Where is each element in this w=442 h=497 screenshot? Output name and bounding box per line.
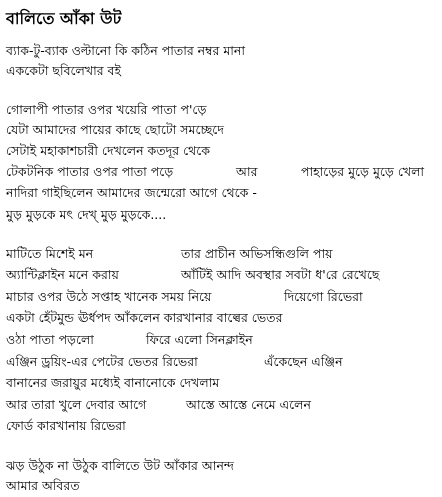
line-text: ওঠা পাতা পড়লো bbox=[6, 332, 94, 347]
poem-line bbox=[6, 287, 442, 307]
poem-line bbox=[6, 205, 442, 225]
poem-line bbox=[6, 330, 442, 350]
line-text: আর তারা খুলে দেবার আগে bbox=[6, 397, 147, 412]
line-text: আঁটিই আদি অবস্থার সবটা ধ'রে রেখেছে bbox=[181, 267, 380, 282]
poem-line bbox=[6, 265, 442, 285]
poem-line bbox=[6, 120, 442, 140]
line-text: একটা হেঁটমুন্ড ঊর্ধপদ আঁকলেন কারখানার বাল্বের ভেতর bbox=[6, 310, 283, 325]
poem-line bbox=[6, 162, 442, 182]
poem-line bbox=[6, 41, 442, 61]
poem-line bbox=[6, 61, 442, 81]
line-text: নাদিরা গাইছিলেন আমাদের জন্মেরো আগে থেকে - bbox=[6, 185, 257, 200]
poem-line bbox=[6, 416, 442, 436]
poem-line bbox=[6, 352, 442, 372]
poem-line bbox=[6, 395, 442, 415]
line-text: ব্যাক-টু-ব্যাক ওল্টানো কি কঠিন পাতার নম্বর মানা bbox=[6, 43, 246, 58]
line-text: ফোর্ড কারখানায় রিভেরা bbox=[6, 418, 126, 433]
line-text: বানানের জরায়ুর মধ্যেই বানানোকে দেখলাম bbox=[6, 375, 220, 390]
line-text: টেকটনিক পাতার ওপর পাতা পড়ে bbox=[6, 164, 174, 179]
line-text: পাহাড়ের মুড়ে মুড়ে খেলা bbox=[301, 164, 425, 179]
poem-title: বালিতে আঁকা উট bbox=[6, 9, 122, 28]
line-text: এঁকেছেন এঞ্জিন bbox=[264, 354, 343, 369]
poem-line bbox=[6, 183, 442, 203]
line-text: আমার অবিরত bbox=[6, 478, 80, 493]
poem-line bbox=[6, 244, 442, 264]
line-text: আর bbox=[236, 164, 258, 179]
line-text: ঝড় উঠুক না উঠুক বালিতে উট আঁকার আনন্দ bbox=[6, 458, 234, 473]
poem-line bbox=[6, 141, 442, 161]
poem-line bbox=[6, 476, 442, 496]
line-text: এককেটা ছবিলেখার বই bbox=[6, 63, 122, 78]
line-text: ফিরে এলো সিনক্লাইন bbox=[146, 332, 253, 347]
line-text: মাটিতে মিশেই মন bbox=[6, 246, 94, 261]
line-text: তার প্রাচীন অভিসন্ধিগুলি পায় bbox=[181, 246, 333, 261]
poem-line bbox=[6, 308, 442, 328]
line-text: গোলাপী পাতার ওপর খয়েরি পাতা প'ড়ে bbox=[6, 102, 207, 117]
poem-line bbox=[6, 100, 442, 120]
line-text: আস্তে আস্তে নেমে এলেন bbox=[186, 397, 311, 412]
line-text: সেটাই মহাকাশচারী দেখলেন কতদূর থেকে bbox=[6, 143, 211, 158]
line-text: মুড় মুড়কে মৎ দেখ্ মুড় মুড়কে.... bbox=[6, 207, 167, 222]
line-text: অ্যান্টিক্লাইন মনে করায় bbox=[6, 267, 119, 282]
line-text: এঞ্জিন ড্রয়িং-এর পেটের ভেতর রিভেরা bbox=[6, 354, 198, 369]
poem-line bbox=[6, 456, 442, 476]
poem-line bbox=[6, 373, 442, 393]
line-text: যেটা আমাদের পায়ের কাছে ছোটো সমচ্ছেদে bbox=[6, 122, 224, 137]
line-text: মাচার ওপর উঠে সপ্তাহ খানেক সময় নিয়ে bbox=[6, 289, 212, 304]
line-text: দিয়েগো রিভেরা bbox=[284, 289, 363, 304]
